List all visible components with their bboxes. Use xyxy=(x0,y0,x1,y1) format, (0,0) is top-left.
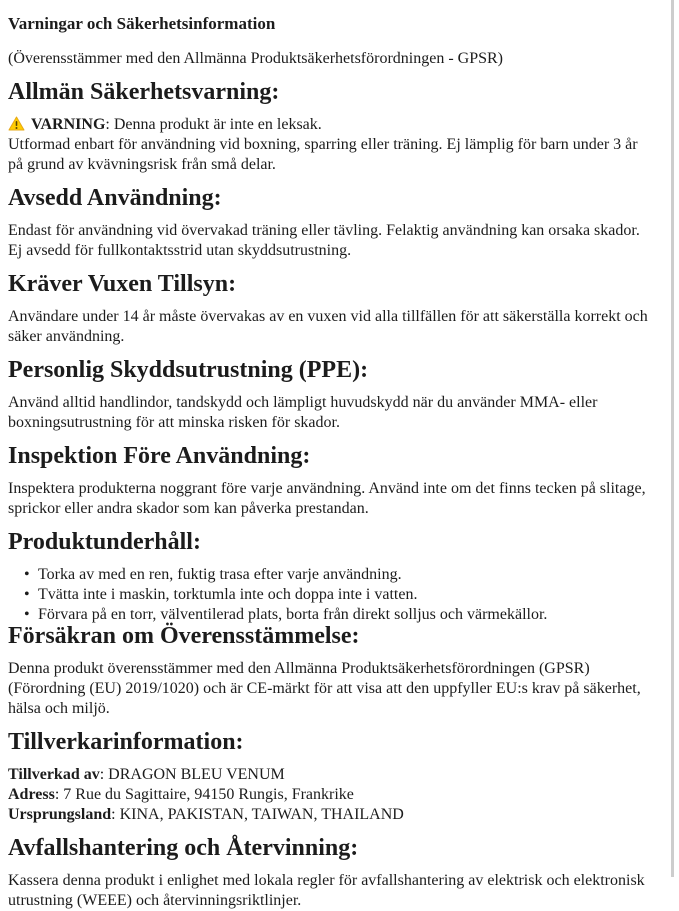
section-heading-ppe: Personlig Skyddsutrustning (PPE): xyxy=(8,357,369,383)
manufacturer-label: Adress xyxy=(8,786,55,803)
warning-label: VARNING xyxy=(31,116,106,133)
section-heading-conformity: Försäkran om Överensstämmelse: xyxy=(8,623,360,649)
bullet-icon: • xyxy=(24,606,30,623)
manufacturer-label: Ursprungsland xyxy=(8,806,112,823)
document-title: Varningar och Säkerhetsinformation xyxy=(8,14,276,33)
manufacturer-value: : KINA, PAKISTAN, TAIWAN, THAILAND xyxy=(111,806,404,823)
section-heading-general-safety: Allmän Säkerhetsvarning: xyxy=(8,79,280,105)
paragraph-ppe: Använd alltid handlindor, tandskydd och lämpligt huvudskydd när du använder MMA- eller boxningsutrustning för att minska risken för skador. xyxy=(8,394,598,431)
paragraph-supervision: Användare under 14 år måste övervakas av en vuxen vid alla tillfällen för att säkerställa korrekt och säker användning. xyxy=(8,308,648,345)
warning-statement xyxy=(8,115,650,135)
manufacturer-line-address xyxy=(8,785,650,805)
section-heading-maintenance: Produktunderhåll: xyxy=(8,529,201,555)
paragraph-general-safety: Utformad enbart för användning vid boxning, sparring eller träning. Ej lämplig för barn under 3 år på grund av kvävningsrisk från små delar. xyxy=(8,136,638,173)
page-edge-line xyxy=(671,0,674,877)
section-heading-manufacturer: Tillverkarinformation: xyxy=(8,729,244,755)
bullet-text: Torka av med en ren, fuktig trasa efter varje användning. xyxy=(38,566,402,583)
bullet-list-maintenance xyxy=(8,565,650,625)
bullet-item xyxy=(8,585,650,605)
bullet-item xyxy=(8,605,650,625)
bullet-item xyxy=(8,565,650,585)
section-heading-inspection: Inspektion Före Användning: xyxy=(8,443,311,469)
bullet-text: Tvätta inte i maskin, torktumla inte och doppa inte i vatten. xyxy=(38,586,418,603)
bullet-icon: • xyxy=(24,566,30,583)
manufacturer-line-made-by xyxy=(8,765,650,785)
section-heading-supervision: Kräver Vuxen Tillsyn: xyxy=(8,271,237,297)
paragraph-intended-use: Endast för användning vid övervakad träning eller tävling. Felaktig användning kan orsaka skador. Ej avsedd för fullkontaktsstrid utan skyddsutrustning. xyxy=(8,222,640,259)
warning-text: : Denna produkt är inte en leksak. xyxy=(105,116,322,133)
manufacturer-value: : 7 Rue du Sagittaire, 94150 Rungis, Frankrike xyxy=(54,786,354,803)
document-subtitle: (Överensstämmer med den Allmänna Produktsäkerhetsförordningen - GPSR) xyxy=(8,50,504,67)
paragraph-recycling: Kassera denna produkt i enlighet med lokala regler för avfallshantering av elektrisk och elektronisk utrustning (WEEE) och återvinningsriktlinjer. xyxy=(8,872,645,909)
manufacturer-line-origin xyxy=(8,805,650,825)
section-heading-intended-use: Avsedd Användning: xyxy=(8,185,222,211)
paragraph-conformity: Denna produkt överensstämmer med den Allmänna Produktsäkerhetsförordningen (GPSR) (Förordning (EU) 2019/1020) och är CE-märkt för att visa att den uppfyller EU:s krav på säkerhet, hälsa och miljö. xyxy=(8,660,641,717)
manufacturer-label: Tillverkad av xyxy=(8,766,100,783)
bullet-text: Förvara på en torr, välventilerad plats, borta från direkt solljus och värmekällor. xyxy=(38,606,548,623)
paragraph-inspection: Inspektera produkterna noggrant före varje användning. Använd inte om det finns tecken på slitage, sprickor eller andra skador som kan påverka prestandan. xyxy=(8,480,646,517)
warning-icon xyxy=(8,116,25,131)
bullet-icon: • xyxy=(24,586,30,603)
section-heading-recycling: Avfallshantering och Återvinning: xyxy=(8,835,359,861)
manufacturer-value: : DRAGON BLEU VENUM xyxy=(99,766,285,783)
